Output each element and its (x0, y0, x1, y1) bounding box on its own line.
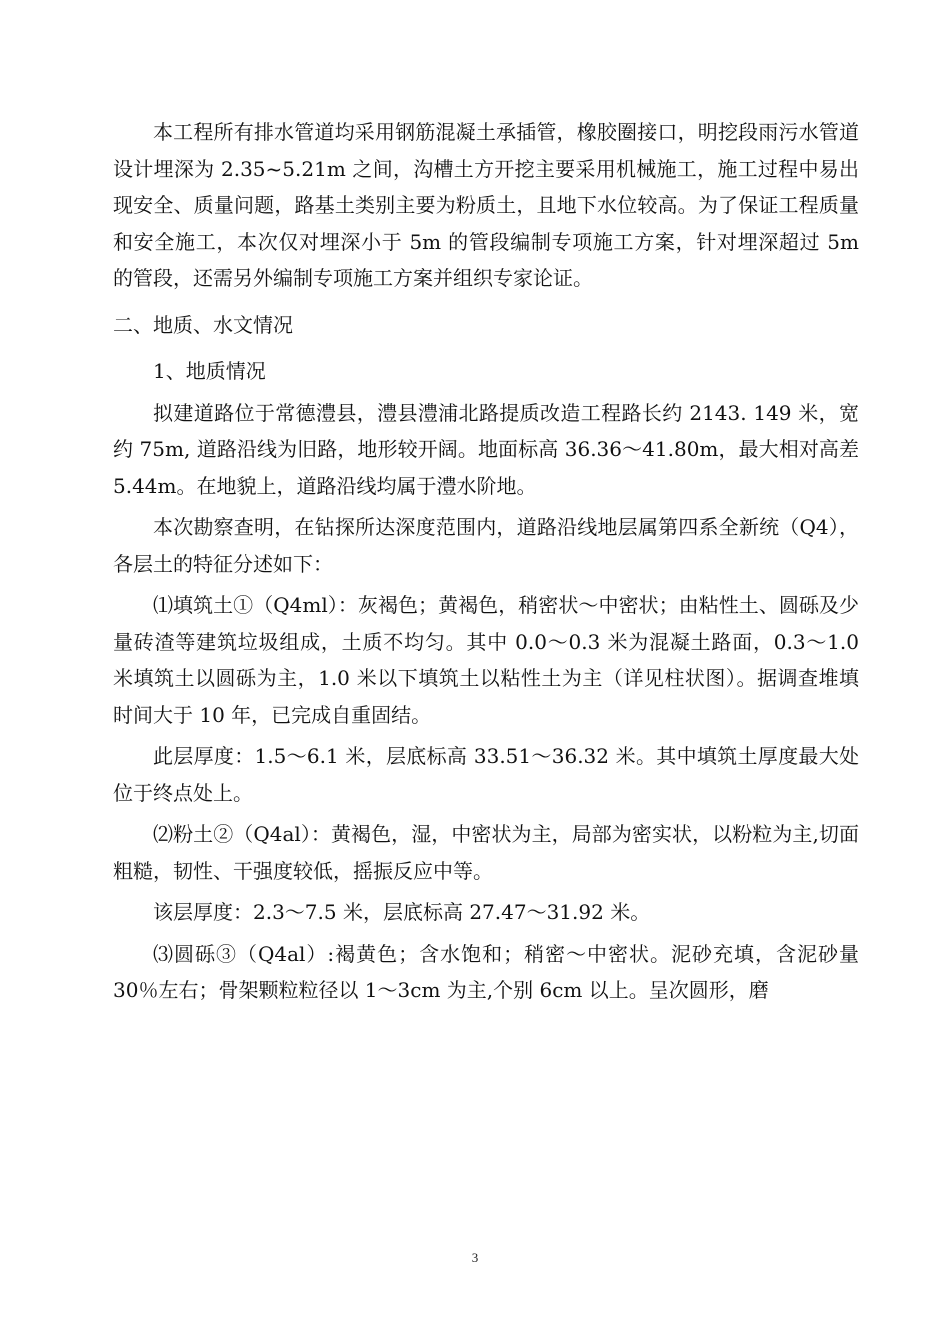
document-body (113, 114, 859, 1014)
subsection-heading-geology: 1、地质情况 (153, 359, 266, 383)
paragraph-layer-gravel: ⑶圆砾③（Q4al）:褐黄色；含水饱和；稍密～中密状。泥砂充填，含泥砂量 30％左右；骨架颗粒粒径以 1～3cm 为主,个别 6cm 以上。呈次圆形，磨 (113, 941, 859, 1002)
paragraph-layer-silt: ⑵粉土②（Q4al）：黄褐色，湿，中密状为主，局部为密实状，以粉粒为主,切面粗糙，韧性、干强度较低，摇振反应中等。 (113, 822, 859, 883)
paragraph-road-location: 拟建道路位于常德澧县，澧县澧浦北路提质改造工程路长约 2143. 149 米，宽约 75m, 道路沿线为旧路，地形较开阔。地面标高 36.36～41.80m，最大相对高差 5.44m。在地貌上，道路沿线均属于澧水阶地。 (113, 400, 859, 498)
paragraph-silt-thickness: 该层厚度：2.3～7.5 米，层底标高 27.47～31.92 米。 (153, 900, 651, 924)
page-number: 3 (471, 1250, 479, 1265)
section-heading-geology-hydrology: 二、地质、水文情况 (113, 312, 293, 337)
paragraph-survey-findings: 本次勘察查明，在钻探所达深度范围内，道路沿线地层属第四系全新统（Q4），各层土的特征分述如下： (113, 515, 859, 576)
paragraph-project-overview: 本工程所有排水管道均采用钢筋混凝土承插管，橡胶圈接口，明挖段雨污水管道设计埋深为 2.35~5.21m 之间，沟槽土方开挖主要采用机械施工，施工过程中易出现安全、质量问题，路基土类别主要为粉质土，且地下水位较高。为了保证工程质量和安全施工，本次仅对埋深小于 5m 的管段编制专项施工方案，针对埋深超过 5m 的管段，还需另外编制专项施工方案并组织专家论证。 (113, 120, 859, 290)
paragraph-fill-soil-thickness: 此层厚度：1.5～6.1 米，层底标高 33.51～36.32 米。其中填筑土厚度最大处位于终点处上。 (113, 744, 859, 805)
paragraph-layer-fill-soil: ⑴填筑土①（Q4ml）：灰褐色；黄褐色，稍密状～中密状；由粘性土、圆砾及少量砖渣等建筑垃圾组成，土质不均匀。其中 0.0～0.3 米为混凝土路面，0.3～1.0 米填筑土以圆砾为主，1.0 米以下填筑土以粘性土为主（详见柱状图）。据调查堆填时间大于 10 年，已完成自重固结。 (113, 593, 859, 727)
